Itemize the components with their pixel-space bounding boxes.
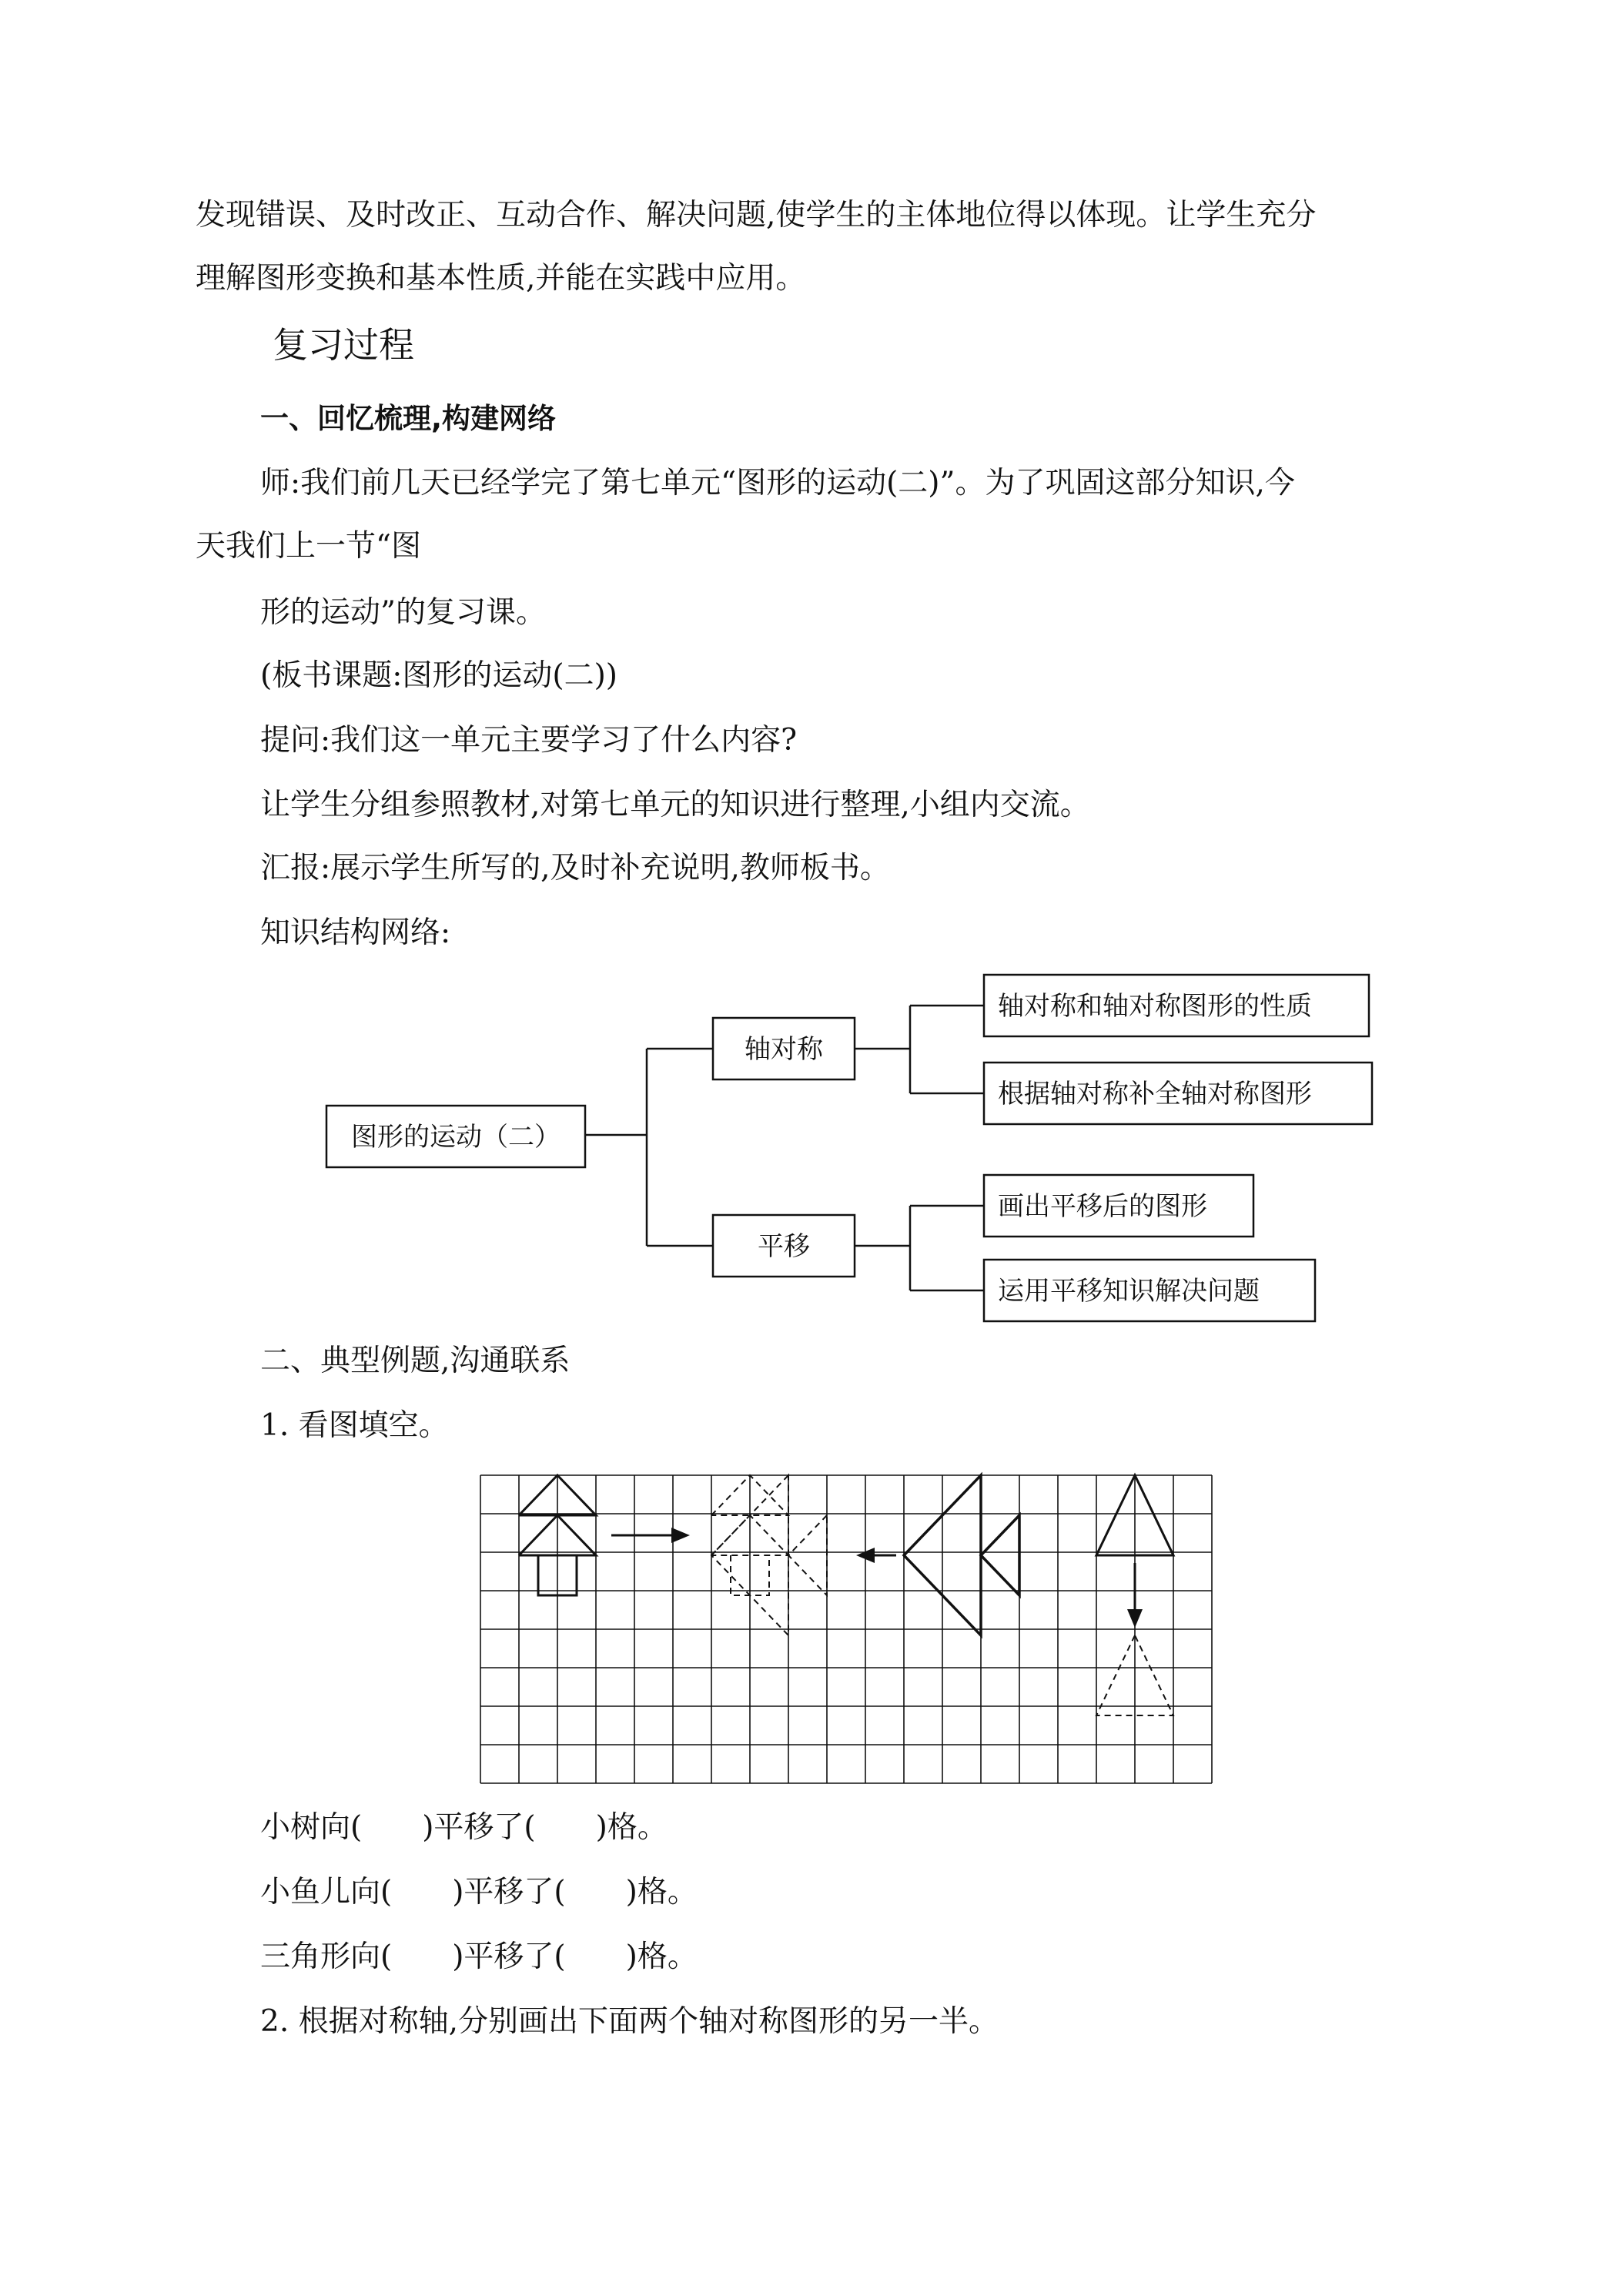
- tree-arrow: [611, 1528, 690, 1543]
- fish-original: [904, 1475, 1019, 1635]
- fill-blank-tree: 小树向( )平移了( )格。: [260, 1810, 668, 1845]
- leaf-node: [984, 1260, 1315, 1321]
- leaf-label: 运用平移知识解决问题: [998, 1276, 1260, 1307]
- fill-blank-triangle: 三角形向( )平移了( )格。: [260, 1940, 698, 1974]
- branch-label: 轴对称: [745, 1034, 823, 1065]
- diagram-root-node: [326, 1106, 585, 1167]
- teacher-line-2: 天我们上一节“图: [196, 529, 421, 564]
- leaf-node: [984, 1063, 1372, 1124]
- exercise1-title: 1. 看图填空。: [260, 1408, 449, 1443]
- triangle-arrow: [1127, 1563, 1143, 1628]
- review-title: 复习过程: [273, 324, 414, 366]
- section2-title: 二、典型例题,沟通联系: [260, 1344, 571, 1378]
- board-title: (板书课题:图形的运动(二)): [260, 658, 618, 693]
- leaf-node: [984, 1175, 1253, 1237]
- fish-arrow: [856, 1548, 896, 1563]
- section1-title: 一、回忆梳理,构建网络: [260, 402, 557, 435]
- translation-grid-figure: [480, 1475, 1212, 1783]
- intro-line-1: 发现错误、及时改正、互动合作、解决问题,使学生的主体地位得以体现。让学生充分: [196, 198, 1317, 233]
- teacher-line-1: 师:我们前几天已经学完了第七单元“图形的运动(二)”。为了巩固这部分知识,今: [260, 466, 1295, 500]
- branch-label: 平移: [758, 1231, 810, 1262]
- leaf-label: 画出平移后的图形: [998, 1191, 1207, 1222]
- root-label: 图形的运动（二）: [351, 1122, 561, 1153]
- branch-node-symmetry: [713, 1018, 855, 1079]
- grid-lines: [480, 1475, 1212, 1783]
- question-line: 提问:我们这一单元主要学习了什么内容?: [260, 723, 798, 758]
- report-line: 汇报:展示学生所写的,及时补充说明,教师板书。: [260, 851, 890, 885]
- group-line: 让学生分组参照教材,对第七单元的知识进行整理,小组内交流。: [260, 788, 1090, 822]
- leaf-node: [984, 975, 1369, 1036]
- fill-blank-fish: 小鱼儿向( )平移了( )格。: [260, 1875, 698, 1909]
- network-label: 知识结构网络:: [260, 915, 451, 950]
- teacher-line-3: 形的运动”的复习课。: [260, 595, 546, 630]
- intro-line-2: 理解图形变换和基本性质,并能在实践中应用。: [196, 261, 806, 296]
- exercise2-title: 2. 根据对称轴,分别画出下面两个轴对称图形的另一半。: [260, 2004, 999, 2039]
- branch-node-translation: [713, 1215, 855, 1277]
- leaf-label: 轴对称和轴对称图形的性质: [998, 991, 1312, 1022]
- leaf-label: 根据轴对称补全轴对称图形: [998, 1079, 1312, 1110]
